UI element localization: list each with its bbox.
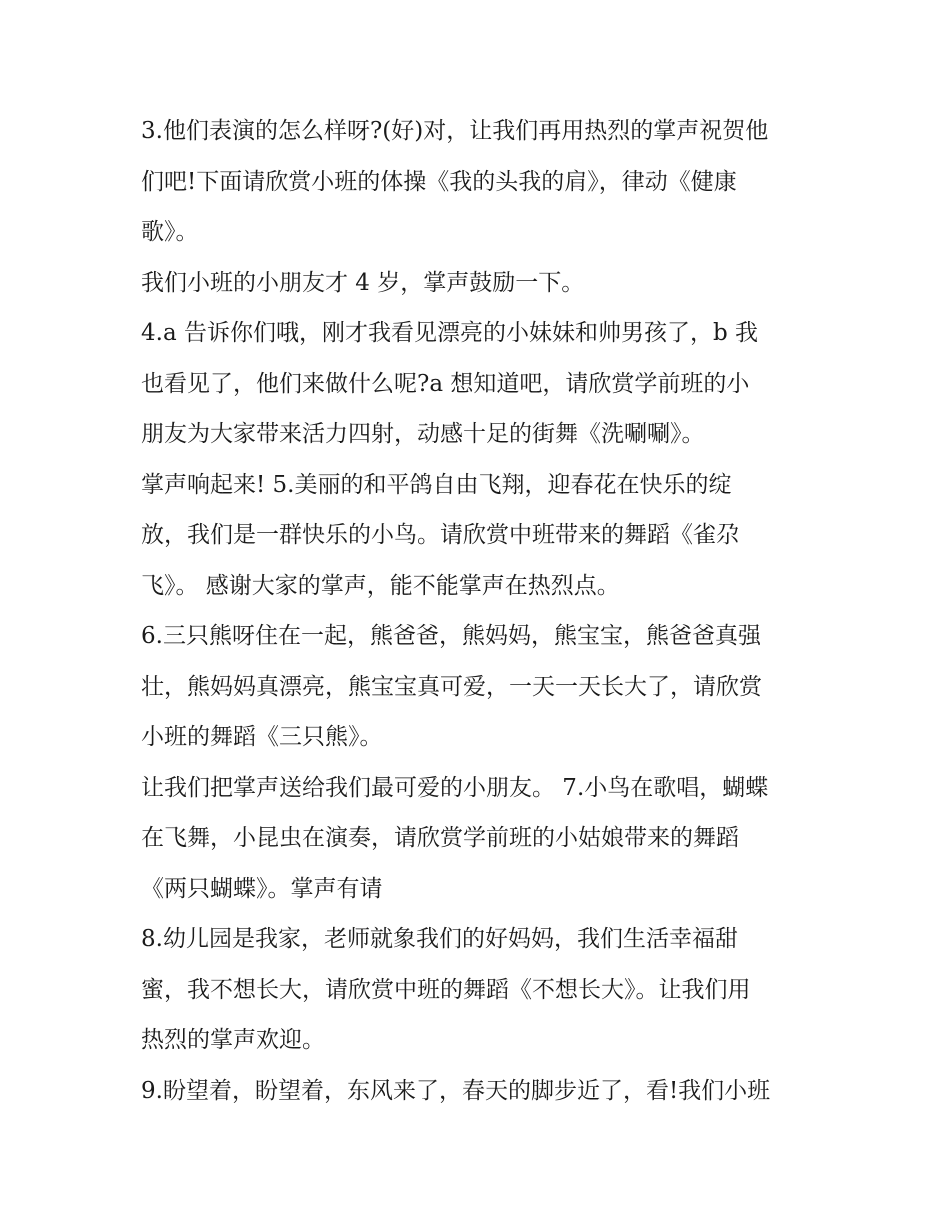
- text-line: 小班的舞蹈《三只熊》。: [141, 724, 383, 750]
- text-line: 我们小班的小朋友才 4 岁，掌声鼓励一下。: [141, 269, 585, 296]
- text-line: 放，我们是一群快乐的小鸟。请欣赏中班带来的舞蹈《雀尕: [141, 522, 739, 548]
- text-line: 也看见了，他们来做什么呢?a 想知道吧，请欣赏学前班的小: [141, 370, 750, 397]
- text-line: 8.幼儿园是我家，老师就象我们的好妈妈，我们生活幸福甜: [141, 926, 738, 952]
- text-line: 飞》。 感谢大家的掌声，能不能掌声在热烈点。: [141, 572, 620, 599]
- text-line: 热烈的掌声欢迎。: [141, 1027, 325, 1053]
- text-line: 歌》。: [141, 219, 199, 245]
- text-line: 3.他们表演的怎么样呀?(好)对，让我们再用热烈的掌声祝贺他: [141, 118, 769, 144]
- text-line: 掌声响起来! 5.美丽的和平鸽自由飞翔，迎春花在快乐的绽: [141, 471, 732, 498]
- text-line: 壮，熊妈妈真漂亮，熊宝宝真可爱，一天一天长大了，请欣赏: [141, 673, 762, 700]
- text-line: 9.盼望着，盼望着，东风来了，春天的脚步近了，看!我们小班: [141, 1077, 771, 1104]
- text-line: 蜜，我不想长大，请欣赏中班的舞蹈《不想长大》。让我们用: [141, 976, 751, 1003]
- text-line: 4.a 告诉你们哦，刚才我看见漂亮的小妹妹和帅男孩了，b 我: [141, 320, 759, 346]
- text-line: 让我们把掌声送给我们最可爱的小朋友。 7.小鸟在歌唱，蝴蝶: [141, 774, 769, 801]
- text-line: 6.三只熊呀住在一起，熊爸爸，熊妈妈，熊宝宝，熊爸爸真强: [141, 623, 761, 649]
- text-line: 在飞舞，小昆虫在演奏，请欣赏学前班的小姑娘带来的舞蹈: [141, 825, 739, 851]
- text-line: 们吧!下面请欣赏小班的体操《我的头我的肩》，律动《健康: [141, 168, 737, 195]
- document-body: [141, 106, 821, 1116]
- text-line: 《两只蝴蝶》。掌声有请: [141, 875, 383, 902]
- text-line: 朋友为大家带来活力四射，动感十足的街舞《洗唰唰》。: [141, 421, 705, 447]
